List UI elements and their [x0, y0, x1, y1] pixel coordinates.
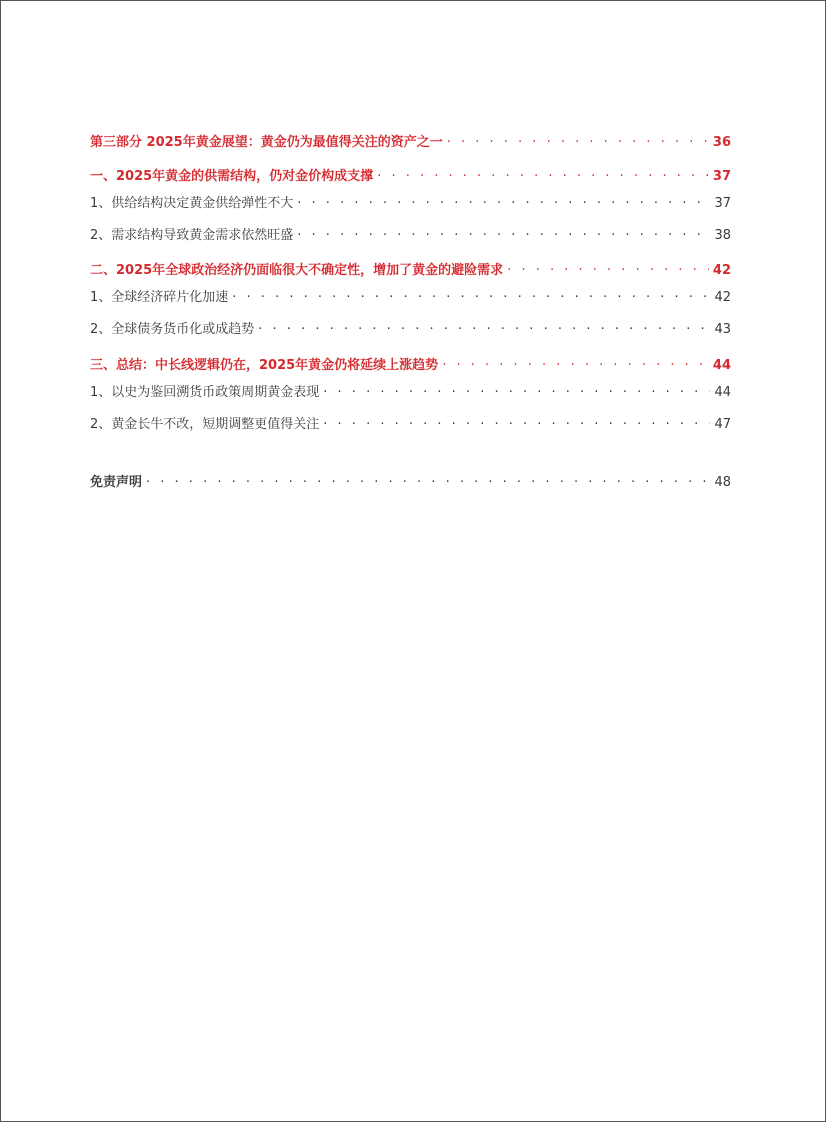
toc-title: 1、全球经济碎片化加速: [90, 290, 229, 305]
toc-entry[interactable]: [90, 289, 731, 307]
toc-page: 42: [712, 263, 731, 278]
toc-page: 44: [712, 358, 731, 373]
toc-entry[interactable]: [90, 416, 731, 434]
toc-page: 42: [714, 290, 731, 305]
toc-entry[interactable]: [90, 227, 731, 245]
toc-page: 38: [714, 228, 731, 243]
toc-title: 1、供给结构决定黄金供给弹性不大: [90, 196, 294, 211]
toc-entry[interactable]: [90, 168, 731, 186]
leader-dots: [232, 289, 710, 307]
toc-title: 2、全球债务货币化或成趋势: [90, 322, 255, 337]
toc-title: 二、2025年全球政治经济仍面临很大不确定性，增加了黄金的避险需求: [90, 263, 504, 278]
toc-page: 47: [714, 417, 731, 432]
toc-entry-disclaimer[interactable]: [90, 474, 731, 492]
toc-title: 一、2025年黄金的供需结构，仍对金价构成支撑: [90, 169, 374, 184]
toc-entry[interactable]: [90, 357, 731, 375]
toc-title: 2、需求结构导致黄金需求依然旺盛: [90, 228, 294, 243]
leader-dots: [323, 384, 710, 402]
leader-dots: [442, 357, 709, 375]
toc-page: 37: [712, 169, 731, 184]
leader-dots: [507, 262, 709, 280]
toc-page: 48: [714, 475, 731, 490]
toc-entry[interactable]: [90, 321, 731, 339]
toc-page: 37: [714, 196, 731, 211]
toc-title: 2、黄金长牛不改，短期调整更值得关注: [90, 417, 320, 432]
toc-entry[interactable]: [90, 262, 731, 280]
toc-entry[interactable]: [90, 134, 731, 152]
leader-dots: [323, 416, 710, 434]
leader-dots: [377, 168, 709, 186]
leader-dots: [146, 474, 710, 492]
leader-dots: [447, 134, 709, 152]
toc-entry[interactable]: [90, 195, 731, 213]
toc-page: 36: [712, 135, 731, 150]
leader-dots: [258, 321, 710, 339]
toc-title: 三、总结：中长线逻辑仍在，2025年黄金仍将延续上涨趋势: [90, 358, 439, 373]
toc-title: 1、以史为鉴回溯货币政策周期黄金表现: [90, 385, 320, 400]
leader-dots: [297, 227, 710, 245]
toc-entry[interactable]: [90, 384, 731, 402]
toc-page: 43: [714, 322, 731, 337]
toc-title: 免责声明: [90, 475, 143, 490]
toc-title: 第三部分 2025年黄金展望：黄金仍为最值得关注的资产之一: [90, 135, 443, 150]
leader-dots: [297, 195, 710, 213]
toc-page: 44: [714, 385, 731, 400]
